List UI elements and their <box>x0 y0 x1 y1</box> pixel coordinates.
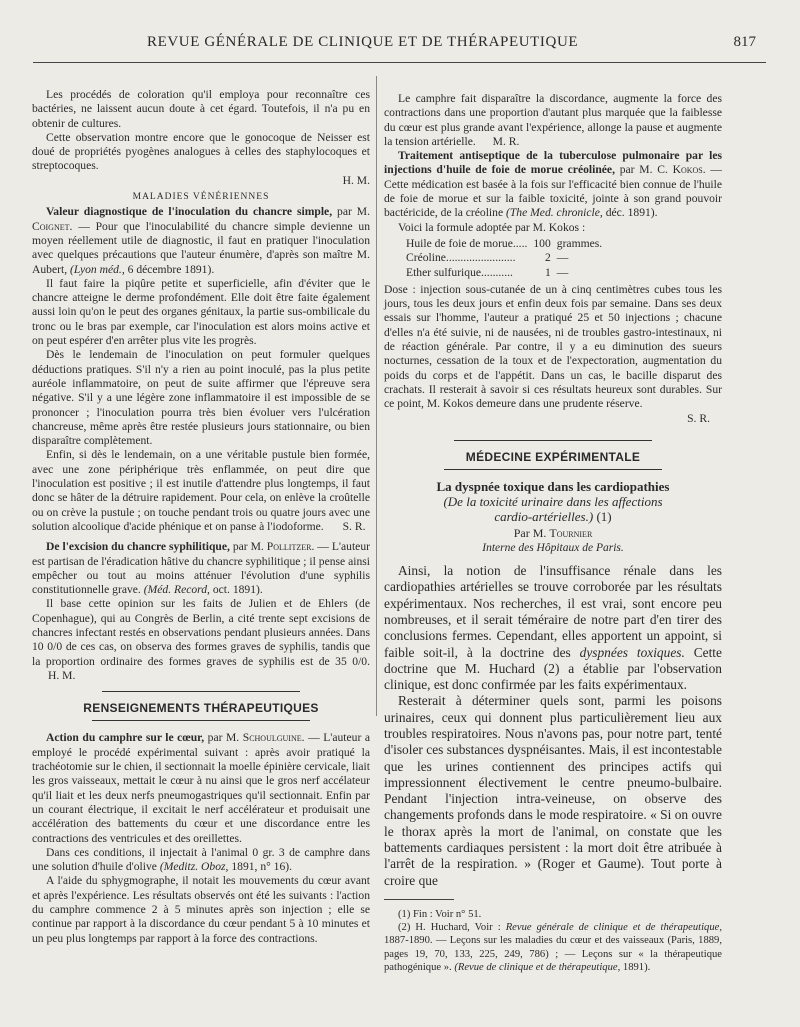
page-number: 817 <box>733 34 756 50</box>
article-camphre <box>32 731 370 845</box>
paragraph-text: Il base cette opinion sur les faits de Julien et de Ehlers (de Copenhague), qui au Congrès de Berlin, a cité trente sept excisions de chancres infectant restés en observations pendant plusieurs années. Dans 10 0/0 de ces cas, on observa des formes graves de syphilis, tandis que la proportion ordinaire des formes graves de syphilis est de 35 0/0. <box>32 597 370 668</box>
article-chancre-syphilitique <box>32 540 370 597</box>
article-tuberculose <box>384 149 722 220</box>
paragraph: Dose : injection sous-cutanée de un à cinq centimètres cubes tous les jours, tous les deux jours et enfin deux fois par semaine. Dans ses deux essais sur l'homme, l'auteur a pratiqué 25 et 50 injections ; chacune d'elles n'a été suivie, ni de nausées, ni de troubles gastro-intestinaux, ni de réaction générale. Par contre, il y a eu diminution des sueurs nocturnes, cessation de la toux et de l'expectoration, augmentation du poids du corps et de l'appétit. Dans un cas, le bacille disparut des crachats. Il resterait à savoir si ces résultats heureux sont durables. Sur ce point, M. Kokos demeure dans une prudente réserve. <box>384 282 722 411</box>
signature: M. R. <box>492 134 520 148</box>
paragraph-text: Cette observation montre encore que le gonocoque de Neisser est doué de propriétés pyogènes analogues à celles des staphylocoques et streptocoques. <box>32 130 370 173</box>
quantity: 100 <box>533 236 551 250</box>
section-heading-medecine: MÉDECINE EXPÉRIMENTALE <box>384 440 722 470</box>
paragraph <box>32 131 370 188</box>
by-text: par M. <box>232 540 264 554</box>
article-title: Valeur diagnostique de l'inoculation du chancre simple, <box>46 205 333 219</box>
reference-date: déc. 1891). <box>605 206 658 220</box>
paragraph <box>384 563 722 693</box>
paragraph <box>32 448 370 534</box>
article-main-title: La dyspnée toxique dans les cardiopathies <box>436 479 670 495</box>
article-author: Schoulguine. <box>242 731 305 745</box>
journal-title: REVUE GÉNÉRALE DE CLINIQUE ET DE THÉRAPEUTIQUE <box>147 34 579 50</box>
signature: S. R. <box>342 519 366 533</box>
article-title: Action du camphre sur le cœur, <box>46 731 205 745</box>
formula-table <box>406 237 608 280</box>
reference: (Meditz. Oboz, <box>159 860 229 874</box>
article-text: — L'auteur a employé le procédé expérimental suivant : après avoir pratiqué la trachéotomie sur le chien, il sectionnait la moelle épinière cervicale, liait les gros vaisseaux, mettait le cœur à nu ainsi que le gros nerf accélateur qu'il liait et les deux nerfs pneumogastriques qu'il sectionnait. Enfin par un courant électrique, il excitait le nerf accélérateur et produisait une accélération des battements du cœur et une discordance entre les contractions des ventricules et des oreillettes. <box>32 731 370 845</box>
paragraph: A l'aide du sphygmographe, il notait les mouvements du cœur avant et après l'expérience. Les résultats observés ont été les suivants : l'action du camphre commence 2 à 5 minutes après son injection ; elle se continue par rapport à la discordance du cœur pendant 5 à 10 minutes et un peu plus longtemps par rapport à la force des contractions. <box>32 874 370 945</box>
paragraph: Dès le lendemain de l'inoculation on peut formuler quelques déductions pratiques. S'il n'y a rien au point inoculé, pas la plus petite auréole inflammatoire, on peut de suite affirmer que l'épreuve sera négative. S'il y a une légère zone inflammatoire il est impossible de se prononcer ; l'inoculation pourra très bien évoluer vers l'ulcération chancreuse, même après être restée plusieurs jours stationnaire, ou bien disparaître complètement. <box>32 348 370 448</box>
article-author: Coignet. <box>32 219 73 233</box>
paragraph-text: Cette doctrine que M. Huchard (2) a établie par l'observation clinique, est donc confirmée par les faits expérimentaux. <box>384 644 722 693</box>
ingredient: Ether sulfurique........... <box>406 265 513 279</box>
paragraph-text: Dans ces conditions, il injectait à l'animal 0 gr. 3 de camphre dans une solution d'huile d'olive <box>32 845 370 874</box>
footnote-reference: (Revue de clinique et de thérapeutique, <box>454 961 621 973</box>
paragraph-text: Enfin, si dès le lendemain, on a une véritable pustule bien formée, avec une zone périphérique très enflammée, on peut dire que l'inoculation est positive ; il est inutile d'attendre plus longtemps, il faut donc se hâter de la détruire rapidement. Pour cela, on enlève la croûtelle ou on crève la pustule ; on touche pendant trois ou quatre jours avec une solution alcoolique d'acide phénique et on panse à l'iodoforme. <box>32 448 370 533</box>
by-text: par M. <box>207 731 240 745</box>
paragraph <box>384 92 722 149</box>
paragraph: Resterait à déterminer quels sont, parmi les poisons urinaires, ceux qui donnent plus particulièrement lieu aux troubles respiratoires. Nous n'avons pas, pour notre part, tenté d'isoler ces substances dyspnéisantes. Mais, il est incontestable que les urines contiennent des principes actifs qui impressionnent électivement le centre pneumo-bulbaire. Pendant l'injection intra-veineuse, on observe des changements profonds dans le mode respiratoire. « Si on ouvre le thorax après la mort de l'animal, on constate que les battements cardiaques persistent : la mort doit être atribuée à l'arrêt de la respiration. » (Roger et Gaume). Tout porte à croire que <box>384 693 722 888</box>
footnote <box>384 921 722 974</box>
emphasis: dyspnées toxiques. <box>579 644 685 660</box>
signature: S. R. <box>687 411 710 425</box>
section-heading-renseignements: RENSEIGNEMENTS THÉRAPEUTIQUES <box>32 691 370 721</box>
reference-date: oct. 1891). <box>212 583 263 597</box>
header-rule <box>33 62 766 63</box>
paragraph-text: Le camphre fait disparaître la discordance, augmente la force des contractions dans une proportion d'autant plus marquée que la faiblesse du cœur est plus grande avant l'expérience, allonge la pause et augmente la tension artérielle. <box>384 92 722 148</box>
reference-date: 6 décembre 1891). <box>127 262 215 276</box>
reference-date: 1891, n° 16). <box>231 860 293 874</box>
article-author: Pollitzer. <box>266 540 315 554</box>
footnote-reference: Revue générale de clinique et de thérapeutique, <box>505 922 722 934</box>
subtitle-text: cardio-artérielles.) <box>494 509 594 525</box>
footnote-text: 1891). <box>622 961 651 973</box>
article-byline <box>384 526 722 540</box>
paragraph <box>32 597 370 683</box>
author-role: Interne des Hôpitaux de Paris. <box>482 541 624 554</box>
footnote-text: (2) H. Huchard, Voir : <box>398 922 501 934</box>
quantity: 2 <box>544 251 551 265</box>
ingredient: Créoline........................ <box>406 251 516 265</box>
unit: — <box>556 265 569 279</box>
article-text: — Cette médication est basée à la fois sur l'efficacité bien connue de l'huile de foie de morue et sur la faible toxicité, jointe à son grand pouvoir bactéricide, de la créoline <box>384 163 722 220</box>
by-text: par M. C. <box>619 163 668 177</box>
by-text: par M. <box>337 205 370 219</box>
left-column <box>32 88 370 946</box>
paragraph: Les procédés de coloration qu'il employa pour reconnaître ces bactéries, ne laissent aucun doute à cet égard. Toutefois, il n'a pu en obtenir de cultures. <box>32 88 370 130</box>
footnote: (1) Fin : Voir n° 51. <box>398 908 482 920</box>
reference: (Lyon méd., <box>70 262 125 276</box>
reference: (Méd. Record, <box>143 583 210 597</box>
paragraph: Il faut faire la piqûre petite et superficielle, afin d'éviter que le chancre atteigne le derme profondément. Elle doit être faite également aussi loin qu'on le peut des organes génitaux, la partie sus-ombilicale du tronc ou le bras par exemple, car l'inoculation est alors moins active et on peut espérer d'en arrêter plus vite les progrès. <box>32 276 370 348</box>
article-author: Kokos. <box>672 163 706 177</box>
formula-intro: Voici la formule adoptée par M. Kokos : <box>398 220 586 234</box>
article-subtitle-line1: (De la toxicité urinaire dans les affections <box>443 494 663 510</box>
formula-row <box>406 266 608 280</box>
article-text: — Pour que l'inoculabilité du chancre simple devienne un moyen réellement utile de diagnostic, il faut en pratiquer l'inoculation avec quelques précautions que l'auteur énumère, d'après son maître M. Aubert, <box>32 219 370 276</box>
article-text: — L'auteur est partisan de l'éradication hâtive du chancre syphilitique ; il pense ainsi empêcher ou tout au moins atténuer l'évolution d'une syphilis constitutionnelle grave. <box>32 540 370 597</box>
paragraph-text: Ainsi, la notion de l'insuffisance rénale dans les cardiopathies artérielles se trouve corroborée par les résultats expérimentaux. Nos recherches, il est vrai, sont encore peu nombreuses, et il serait téméraire de notre part d'en tirer des conclusions fermes. Cependant, elles apportent un appoint, si faible soit-il, à la doctrine des <box>384 563 722 660</box>
article-author: Tournier <box>549 526 593 541</box>
footnote-text: 1887-1890. — Leçons sur les maladies du cœur et des vaisseaux (Paris, 1889, pages 19, 70, 133, 225, 249, 786) ; — Leçons sur « la thérapeutique pathogénique ». <box>384 935 722 973</box>
reference: (The Med. chronicle, <box>506 206 603 220</box>
right-column <box>384 92 722 974</box>
article-subtitle-line2 <box>384 509 722 524</box>
by-text: Par M. <box>513 526 547 541</box>
signature: H. M. <box>48 668 76 682</box>
unit: grammes. <box>556 236 603 250</box>
article-title: Traitement antiseptique de la tuberculose pulmonaire par les injections d'huile de foie de morue créolinée, <box>384 149 722 177</box>
column-divider <box>376 76 377 716</box>
formula-row <box>406 237 608 251</box>
article-chancre-simple <box>32 205 370 276</box>
footnote-rule <box>384 899 454 900</box>
page-header <box>32 34 768 54</box>
section-label: MALADIES VÉNÉRIENNES <box>132 192 270 203</box>
signature: H. M. <box>342 173 370 187</box>
ingredient: Huile de foie de morue..... <box>406 236 528 250</box>
footnote-marker: (1) <box>596 509 612 525</box>
quantity: 1 <box>544 265 551 279</box>
formula-row <box>406 251 608 265</box>
unit: — <box>556 251 569 265</box>
paragraph <box>32 846 370 875</box>
article-title: De l'excision du chancre syphilitique, <box>46 540 230 554</box>
